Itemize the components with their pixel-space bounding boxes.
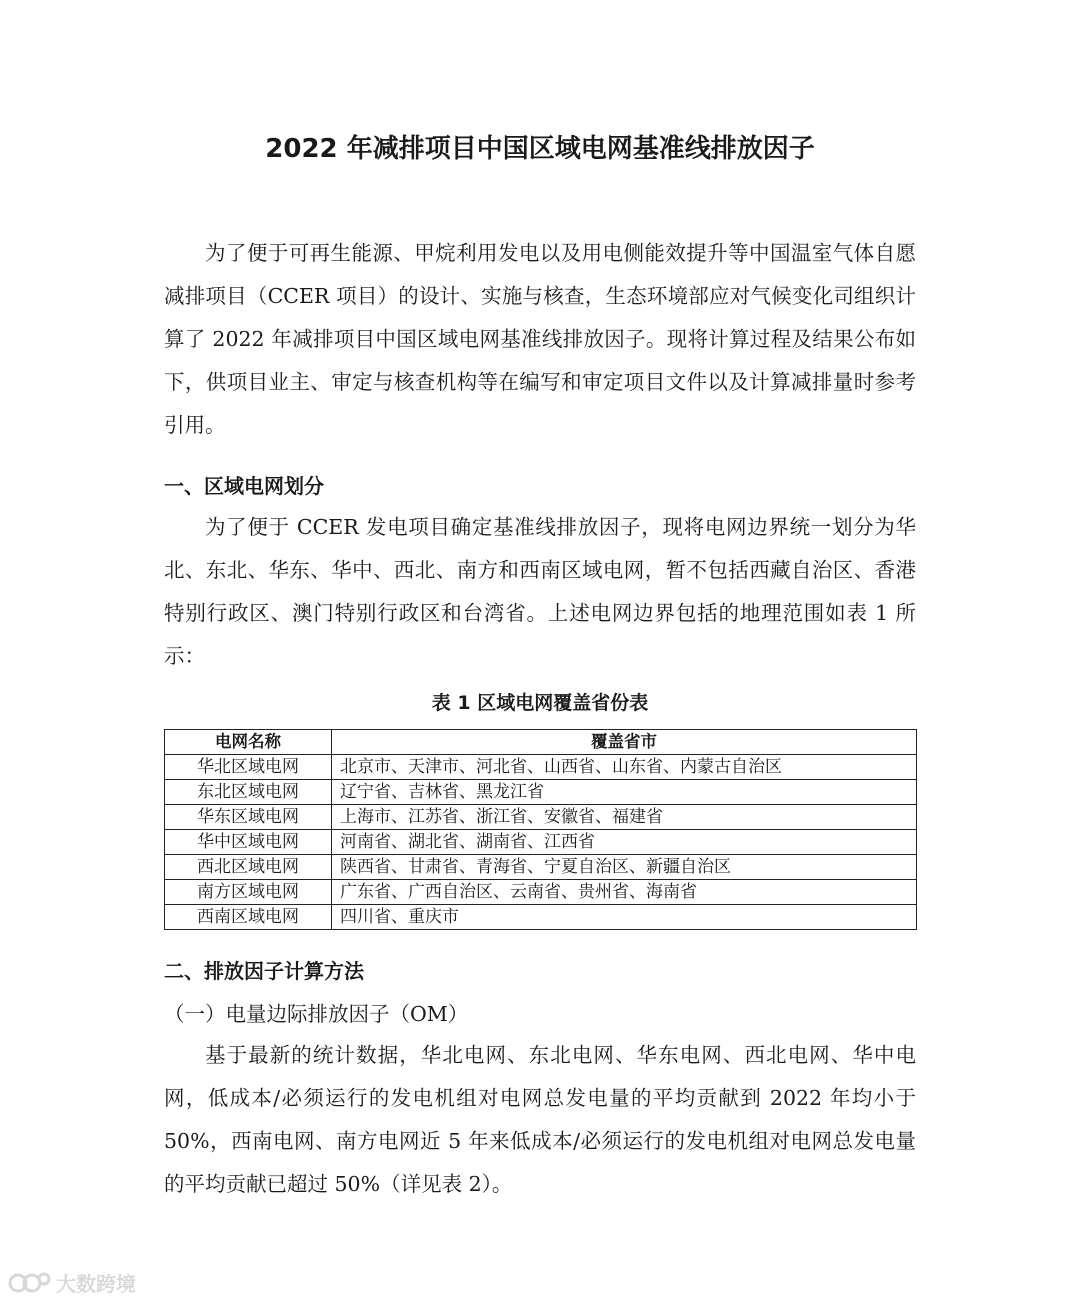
section2-heading: 二、排放因子计算方法 (164, 959, 364, 983)
grid-name-cell: 南方区域电网 (165, 880, 332, 905)
table-header-cell: 覆盖省市 (332, 730, 917, 755)
coverage-cell: 广东省、广西自治区、云南省、贵州省、海南省 (332, 880, 917, 905)
coverage-cell: 陕西省、甘肃省、青海省、宁夏自治区、新疆自治区 (332, 855, 917, 880)
table-row (165, 905, 917, 930)
coverage-cell: 上海市、江苏省、浙江省、安徽省、福建省 (332, 805, 917, 830)
watermark (8, 1268, 136, 1297)
coverage-cell: 四川省、重庆市 (332, 905, 917, 930)
grid-name-cell: 华北区域电网 (165, 755, 332, 780)
coverage-cell: 北京市、天津市、河北省、山西省、山东省、内蒙古自治区 (332, 755, 917, 780)
section2-paragraph: 基于最新的统计数据，华北电网、东北电网、华东电网、西北电网、华中电网，低成本/必须运行的发电机组对电网总发电量的平均贡献到 2022 年均小于 50%，西南电网、南方电网近 5 年来低成本/必须运行的发电机组对电网总发电量的平均贡献已超过 50%（详见表 2）。 (164, 1043, 916, 1196)
table-row (165, 755, 917, 780)
document-title: 2022 年减排项目中国区域电网基准线排放因子 (265, 134, 815, 164)
watermark-text: 大数跨境 (56, 1272, 136, 1296)
intro-paragraph: 为了便于可再生能源、甲烷利用发电以及用电侧能效提升等中国温室气体自愿减排项目（CCER 项目）的设计、实施与核查，生态环境部应对气候变化司组织计算了 2022 年减排项目中国区域电网基准线排放因子。现将计算过程及结果公布如下，供项目业主、审定与核查机构等在编写和审定项目文件以及计算减排量时参考引用。 (164, 241, 916, 437)
coverage-cell: 辽宁省、吉林省、黑龙江省 (332, 780, 917, 805)
section1-heading: 一、区域电网划分 (164, 474, 324, 498)
region-grid-table (164, 729, 917, 930)
table1-caption: 表 1 区域电网覆盖省份表 (431, 692, 649, 714)
table-row (165, 855, 917, 880)
table-row (165, 780, 917, 805)
grid-name-cell: 西南区域电网 (165, 905, 332, 930)
grid-name-cell: 东北区域电网 (165, 780, 332, 805)
table-row (165, 830, 917, 855)
table-header-row (165, 730, 917, 755)
table-row (165, 805, 917, 830)
grid-name-cell: 西北区域电网 (165, 855, 332, 880)
section2-subheading: （一）电量边际排放因子（OM） (164, 1002, 469, 1026)
section1-paragraph: 为了便于 CCER 发电项目确定基准线排放因子，现将电网边界统一划分为华北、东北、华东、华中、西北、南方和西南区域电网，暂不包括西藏自治区、香港特别行政区、澳门特别行政区和台湾省。上述电网边界包括的地理范围如表 1 所示： (164, 515, 916, 668)
brand-logo-icon (8, 1269, 52, 1297)
grid-name-cell: 华东区域电网 (165, 805, 332, 830)
table-header-cell: 电网名称 (165, 730, 332, 755)
grid-name-cell: 华中区域电网 (165, 830, 332, 855)
coverage-cell: 河南省、湖北省、湖南省、江西省 (332, 830, 917, 855)
table-row (165, 880, 917, 905)
